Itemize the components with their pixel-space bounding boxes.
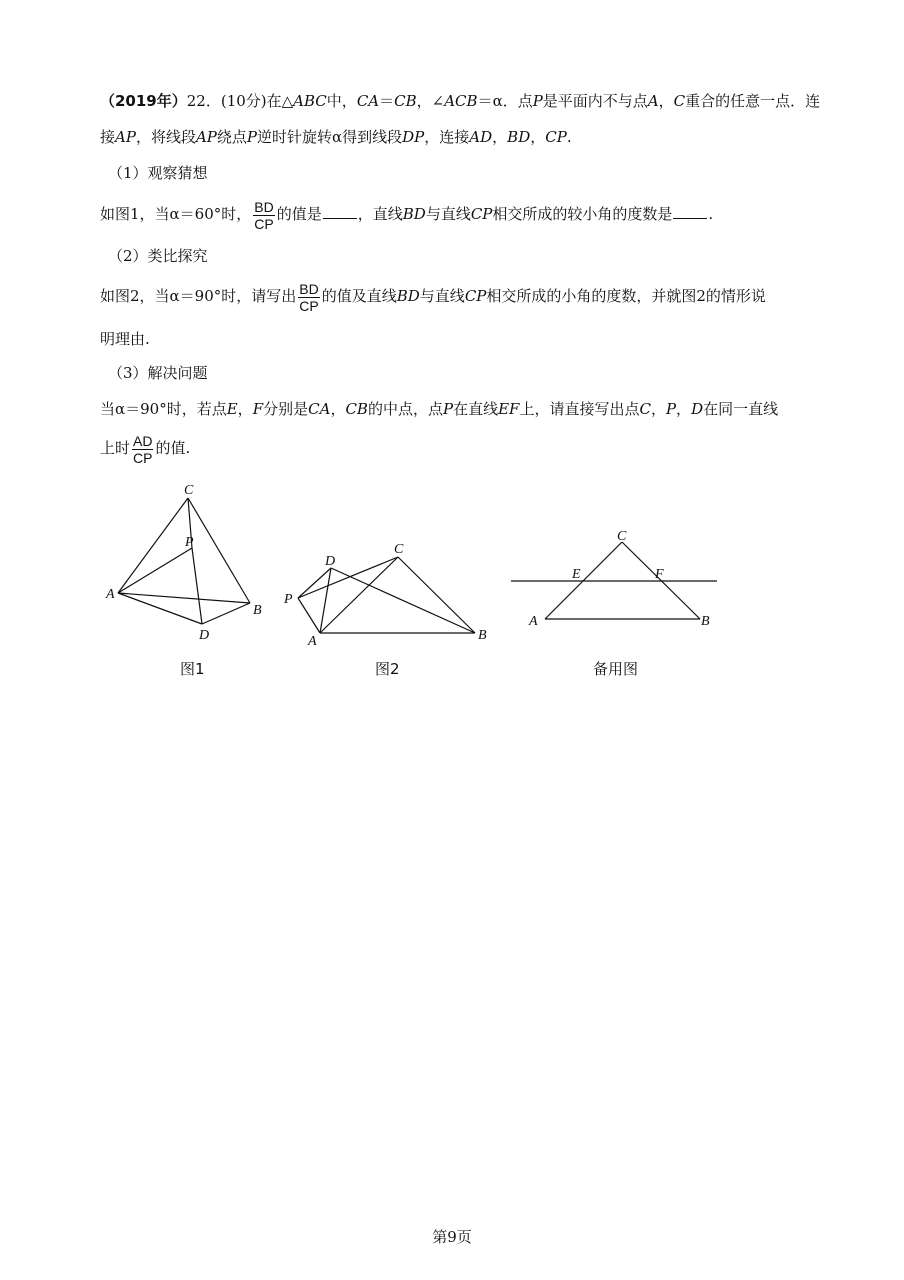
problem-text: 在同一直线 <box>703 400 779 418</box>
label-p: P <box>284 592 293 607</box>
problem-text: 是平面内不与点 <box>542 92 648 110</box>
fraction-numerator: AD <box>133 432 153 449</box>
part2-heading: （2）类比探究 <box>108 247 208 265</box>
math-var: CP <box>464 287 487 305</box>
problem-text: 与直线 <box>425 205 471 223</box>
problem-text: 重合的任意一点．连 <box>685 92 821 110</box>
math-var: BD <box>402 205 426 223</box>
year-tag: （2019年） <box>100 92 187 110</box>
problem-text: 相交所成的较小角的度数是 <box>492 205 673 223</box>
problem-text: 如图1，当α＝60°时， <box>100 205 252 223</box>
label-b: B <box>253 603 262 618</box>
math-var: P <box>246 128 258 146</box>
label-c: C <box>394 542 404 557</box>
part3-heading: （3）解决问题 <box>108 364 208 382</box>
problem-text: 的值是 <box>276 205 322 223</box>
math-var: BD <box>507 128 531 146</box>
math-var: P <box>665 400 677 418</box>
problem-text: ， <box>237 400 253 418</box>
math-var: CB <box>345 400 368 418</box>
problem-text: . <box>566 128 572 146</box>
part3-body <box>100 398 840 420</box>
problem-text: 上，请直接写出点 <box>519 400 640 418</box>
fraction-ad-cp <box>132 433 153 466</box>
segment-pd <box>192 548 202 624</box>
problem-text: ＝ <box>379 92 395 110</box>
problem-text: ， <box>530 128 546 146</box>
part2-body-cont: 明理由. <box>100 330 150 348</box>
math-var: CA <box>308 400 331 418</box>
segment-pd <box>298 568 331 598</box>
math-var: C <box>639 400 651 418</box>
problem-text: 上时 <box>100 439 131 457</box>
math-var: F <box>252 400 264 418</box>
fraction-denominator: CP <box>299 297 319 314</box>
problem-text: 分别是 <box>263 400 309 418</box>
math-var: D <box>691 400 704 418</box>
math-var: A <box>647 92 659 110</box>
fraction-numerator: BD <box>299 280 319 297</box>
segment-bd <box>202 603 250 624</box>
figure-2 <box>280 535 500 650</box>
part1-body <box>100 198 840 232</box>
problem-text: 绕点 <box>216 128 247 146</box>
math-var: CB <box>394 92 417 110</box>
segment-ap <box>118 548 192 593</box>
problem-text: ， <box>658 92 674 110</box>
problem-text: 与直线 <box>419 287 465 305</box>
problem-text: ＝α．点 <box>477 92 533 110</box>
segment-cb <box>398 557 475 633</box>
problem-text: 中， <box>326 92 357 110</box>
part1-heading: （1）观察猜想 <box>108 164 208 182</box>
math-var: ACB <box>444 92 478 110</box>
label-e: E <box>572 567 581 582</box>
fraction-bd-cp <box>298 281 319 314</box>
fraction-bd-cp <box>253 199 274 232</box>
problem-text: ， <box>492 128 508 146</box>
problem-text: ，将线段 <box>135 128 196 146</box>
fraction-denominator: CP <box>133 449 153 466</box>
figure-1-caption: 图1 <box>180 660 205 678</box>
label-a: A <box>529 614 538 629</box>
problem-text: 接 <box>100 128 116 146</box>
problem-text: ， <box>676 400 692 418</box>
problem-text: 逆时针旋转α得到线段 <box>257 128 403 146</box>
math-var: EF <box>498 400 520 418</box>
problem-text: 的值. <box>155 439 191 457</box>
segment-ab <box>118 593 250 603</box>
part2-body <box>100 280 840 314</box>
figure-3-caption: 备用图 <box>593 660 639 678</box>
label-c: C <box>184 483 194 498</box>
math-var: BD <box>396 287 420 305</box>
label-b: B <box>701 614 710 629</box>
label-d: D <box>199 628 210 643</box>
problem-text: ，∠ <box>416 92 445 110</box>
answer-blank[interactable] <box>323 204 357 219</box>
figure-2-caption: 图2 <box>375 660 400 678</box>
math-var: CP <box>545 128 567 146</box>
math-var: P <box>532 92 543 110</box>
math-var: P <box>442 400 454 418</box>
math-var: AP <box>195 128 217 146</box>
part3-body-cont <box>100 432 840 466</box>
math-var: ABC <box>293 92 327 110</box>
figure-3 <box>505 522 725 632</box>
fraction-numerator: BD <box>254 198 274 215</box>
figure-1 <box>100 478 270 648</box>
problem-text: 在直线 <box>453 400 499 418</box>
math-var: CP <box>470 205 493 223</box>
problem-text: ， <box>650 400 666 418</box>
problem-text: 如图2，当α＝90°时，请写出 <box>100 287 297 305</box>
problem-text: 的中点，点 <box>367 400 443 418</box>
label-b: B <box>478 628 487 643</box>
math-var: C <box>673 92 686 110</box>
problem-text: 22．(10分)在△ <box>186 92 294 110</box>
label-d: D <box>325 554 336 569</box>
fraction-denominator: CP <box>254 215 274 232</box>
math-var: DP <box>402 128 425 146</box>
math-var: AP <box>115 128 136 146</box>
label-a: A <box>308 634 317 649</box>
problem-text: . <box>708 205 714 223</box>
math-var: CA <box>356 92 380 110</box>
math-var: E <box>226 400 238 418</box>
problem-text: ，连接 <box>424 128 470 146</box>
label-f: F <box>655 567 664 582</box>
math-var: AD <box>469 128 493 146</box>
problem-text: 当α＝90°时，若点 <box>100 400 227 418</box>
problem-line-2 <box>100 126 840 148</box>
segment-pa <box>298 598 320 633</box>
label-a: A <box>106 587 115 602</box>
problem-text: 的值及直线 <box>321 287 397 305</box>
page-number: 第9页 <box>432 1228 472 1246</box>
problem-text: 相交所成的小角的度数，并就图2的情形说 <box>486 287 766 305</box>
label-p: P <box>185 535 194 550</box>
problem-line-1 <box>100 90 840 112</box>
label-c: C <box>617 529 627 544</box>
problem-text: ， <box>330 400 346 418</box>
answer-blank[interactable] <box>673 204 707 219</box>
segment-ad <box>118 593 202 624</box>
problem-text: ，直线 <box>357 205 403 223</box>
segment-ca <box>118 498 188 593</box>
